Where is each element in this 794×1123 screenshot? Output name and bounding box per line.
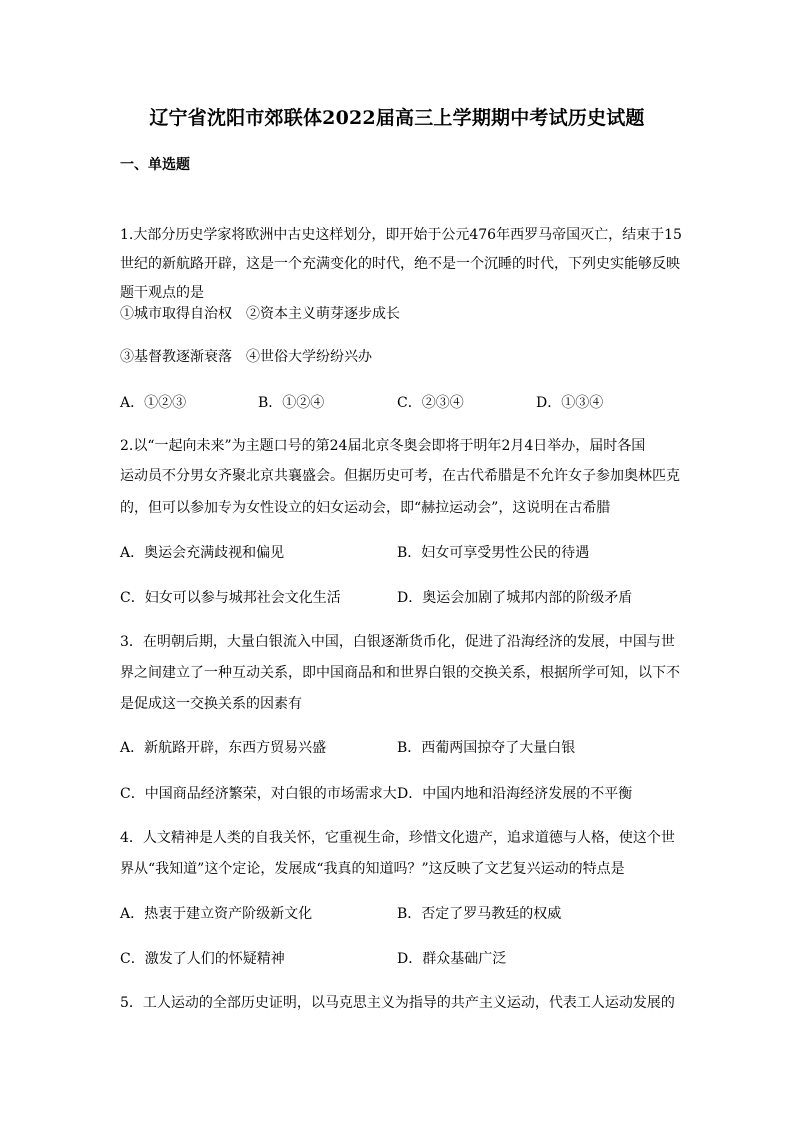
q2-option-d[interactable]: D．奥运会加剧了城邦内部的阶级矛盾 — [397, 590, 633, 606]
q3-stem-line-1: 3．在明朝后期，大量白银流入中国，白银逐渐货币化，促进了沿海经济的发展，中国与世 — [120, 634, 675, 650]
q1-option-a[interactable]: A．①②③ — [120, 395, 187, 411]
q4-option-d[interactable]: D．群众基础广泛 — [397, 951, 507, 967]
q4-option-b[interactable]: B．否定了罗马教廷的权威 — [397, 906, 562, 922]
q1-stem-line-1: 1.大部分历史学家将欧洲中古史这样划分，即开始于公元476年西罗马帝国灭亡，结束于15 — [120, 227, 682, 243]
q5-stem-line-1: 5．工人运动的全部历史证明，以马克思主义为指导的共产主义运动，代表工人运动发展的 — [120, 995, 675, 1011]
q3-option-b[interactable]: B．西葡两国掠夺了大量白银 — [397, 740, 576, 756]
q2-option-b[interactable]: B．妇女可享受男性公民的待遇 — [397, 545, 590, 561]
q2-option-a[interactable]: A．奥运会充满歧视和偏见 — [120, 545, 285, 561]
q4-stem-line-2: 界从“我知道”这个定论，发展成“我真的知道吗？”这反映了文艺复兴运动的特点是 — [120, 861, 625, 877]
q3-stem-line-3: 是促成这一交换关系的因素有 — [120, 696, 302, 712]
q1-option-d[interactable]: D．①③④ — [536, 395, 604, 411]
q2-stem-line-3: 的，但可以参加专为女性设立的妇女运动会，即“赫拉运动会”，这说明在古希腊 — [120, 500, 611, 516]
q3-option-a[interactable]: A．新航路开辟，东西方贸易兴盛 — [120, 740, 327, 756]
q1-stem-line-2: 世纪的新航路开辟，这是一个充满变化的时代，绝不是一个沉睡的时代，下列史实能够反映 — [120, 256, 680, 272]
q1-item-line-2: ③基督教逐渐衰落 ④世俗大学纷纷兴办 — [120, 349, 372, 365]
q3-option-c[interactable]: C．中国商品经济繁荣，对白银的市场需求大 — [120, 786, 397, 802]
q1-item-line-1: ①城市取得自治权 ②资本主义萌芽逐步成长 — [120, 306, 400, 322]
q4-stem-line-1: 4．人文精神是人类的自我关怀，它重视生命，珍惜文化遗产，追求道德与人格，使这个世 — [120, 830, 675, 846]
q3-stem-line-2: 界之间建立了一种互动关系，即中国商品和和世界白银的交换关系，根据所学可知，以下不 — [120, 665, 680, 681]
q4-option-c[interactable]: C．激发了人们的怀疑精神 — [120, 951, 285, 967]
q3-option-d[interactable]: D．中国内地和沿海经济发展的不平衡 — [397, 786, 633, 802]
q4-option-a[interactable]: A．热衷于建立资产阶级新文化 — [120, 906, 313, 922]
q2-stem-line-2: 运动员不分男女齐聚北京共襄盛会。但据历史可考，在古代希腊是不允许女子参加奥林匹克 — [120, 468, 680, 484]
page-title: 辽宁省沈阳市郊联体2022届高三上学期期中考试历史试题 — [149, 107, 645, 129]
q2-option-c[interactable]: C．妇女可以参与城邦社会文化生活 — [120, 590, 341, 606]
q1-option-c[interactable]: C．②③④ — [397, 395, 464, 411]
section-heading: 一、单选题 — [120, 157, 190, 173]
q1-option-b[interactable]: B．①②④ — [258, 395, 325, 411]
q1-stem-line-3: 题干观点的是 — [120, 285, 204, 301]
q2-stem-line-1: 2.以“一起向未来”为主题口号的第24届北京冬奥会即将于明年2月4日举办，届时各国 — [120, 438, 646, 454]
